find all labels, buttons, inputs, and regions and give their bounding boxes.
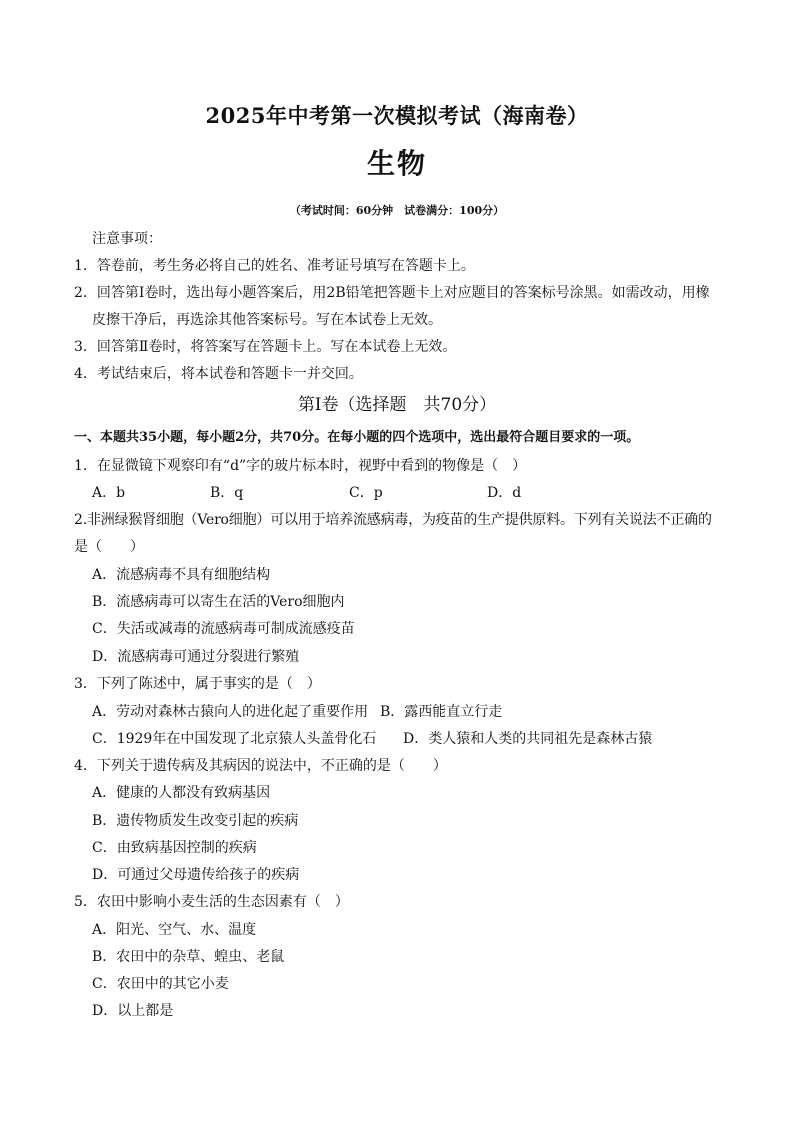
question-5-option-b: B．农田中的杂草、蝗虫、老鼠 xyxy=(92,949,285,965)
question-1-option-a: A．b xyxy=(92,485,126,501)
question-3-stem: 3．下列了陈述中，属于事实的是（ ） xyxy=(74,676,321,692)
question-5-stem: 5．农田中影响小麦生活的生态因素有（ ） xyxy=(74,894,349,910)
question-1-option-b: B．q xyxy=(210,485,244,501)
question-5-option-c: C．农田中的其它小麦 xyxy=(92,976,229,992)
notice-item: 3．回答第Ⅱ卷时，将答案写在答题卡上。写在本试卷上无效。 xyxy=(74,339,457,355)
question-2-stem-cont: 是（ ） xyxy=(74,539,144,555)
question-3-option-c: C．1929年在中国发现了北京猿人头盖骨化石 xyxy=(92,731,377,747)
question-3-option-a: A．劳动对森林古猿向人的进化起了重要作用 xyxy=(92,704,369,720)
notice-item: 4．考试结束后，将本试卷和答题卡一并交回。 xyxy=(74,366,363,382)
exam-info: （考试时间：60分钟 试卷满分：100分） xyxy=(289,204,505,217)
exam-title: 2025年中考第一次模拟考试（海南卷） xyxy=(205,103,589,128)
question-2-option-a: A．流感病毒不具有细胞结构 xyxy=(92,567,271,583)
question-1-stem: 1．在显微镜下观察印有“d”字的玻片标本时，视野中看到的物像是（ ） xyxy=(74,458,527,474)
question-3-option-d: D．类人猿和人类的共同祖先是森林古猿 xyxy=(403,731,653,747)
notice-heading: 注意事项： xyxy=(92,231,162,247)
question-2-option-d: D．流感病毒可通过分裂进行繁殖 xyxy=(92,649,300,665)
question-4-option-d: D．可通过父母遗传给孩子的疾病 xyxy=(92,867,300,883)
subject-title: 生物 xyxy=(366,147,427,180)
question-3-option-b: B．露西能直立行走 xyxy=(380,704,503,720)
question-2-option-b: B．流感病毒可以寄生在活的Vero细胞内 xyxy=(92,594,345,610)
section-title: 第Ⅰ卷（选择题 共70分） xyxy=(297,395,497,415)
question-5-option-a: A．阳光、空气、水、温度 xyxy=(92,922,257,938)
question-4-option-a: A．健康的人都没有致病基因 xyxy=(92,785,271,801)
question-2-option-c: C．失活或减毒的流感病毒可制成流感疫苗 xyxy=(92,621,355,637)
question-1-option-d: D．d xyxy=(487,485,522,501)
question-5-option-d: D．以上都是 xyxy=(92,1003,174,1019)
question-1-option-c: C．p xyxy=(349,485,383,501)
question-4-option-c: C．由致病基因控制的疾病 xyxy=(92,840,257,856)
question-4-option-b: B．遗传物质发生改变引起的疾病 xyxy=(92,813,299,829)
notice-item: 皮擦干净后，再选涂其他答案标号。写在本试卷上无效。 xyxy=(92,312,442,328)
notice-item: 1．答卷前，考生务必将自己的姓名、准考证号填写在答题卡上。 xyxy=(74,258,475,274)
notice-item: 2．回答第Ⅰ卷时，选出每小题答案后，用2B铅笔把答题卡上对应题目的答案标号涂黑。如需改动，用橡 xyxy=(74,285,710,301)
question-4-stem: 4．下列关于遗传病及其病因的说法中，不正确的是（ ） xyxy=(74,758,447,774)
question-2-stem: 2.非洲绿猴肾细胞（Vero细胞）可以用于培养流感病毒，为疫苗的生产提供原料。下列有关说法不正确的 xyxy=(74,512,712,528)
section-instruction: 一、本题共35小题，每小题2分，共70分。在每小题的四个选项中，选出最符合题目要求的一项。 xyxy=(74,430,640,445)
